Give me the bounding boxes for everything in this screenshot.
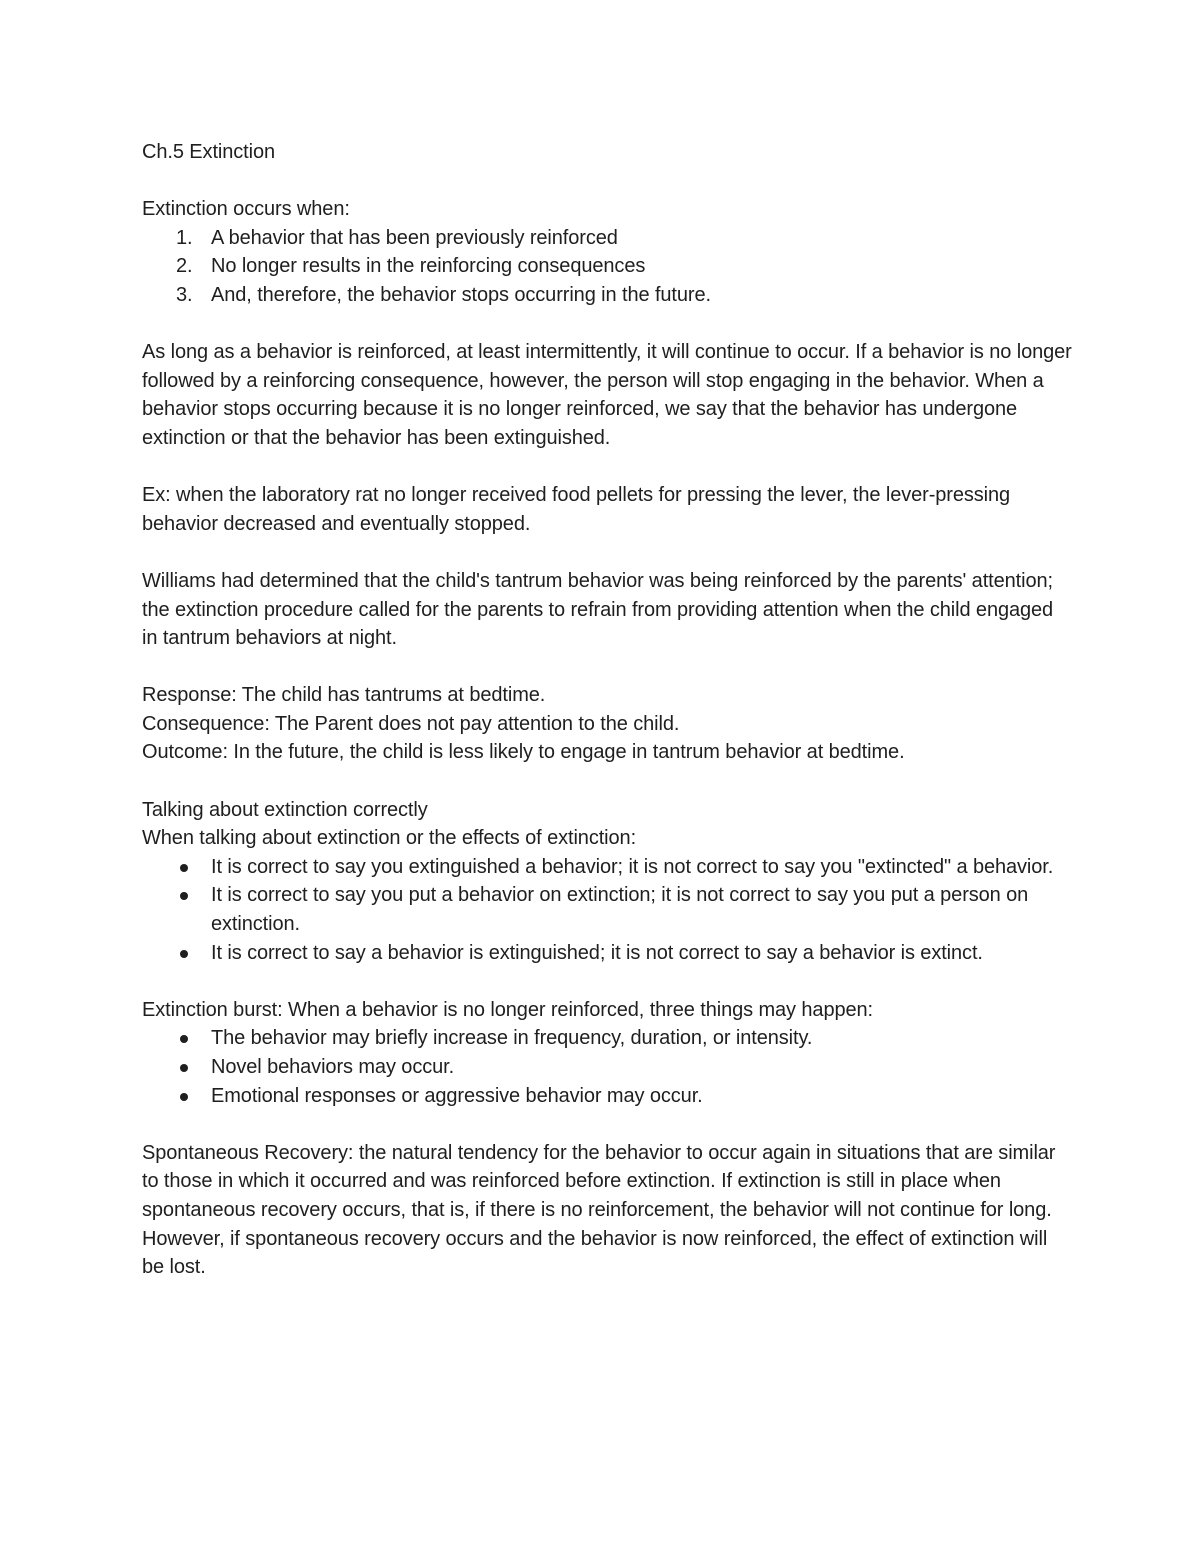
talking-subheading: When talking about extinction or the effects of extinction:: [142, 827, 637, 850]
list-number: 3.: [176, 283, 193, 306]
paragraph-spontaneous-recovery: Spontaneous Recovery: the natural tendency for the behavior to occur again in situations that are similar to those in which it occurred and was reinforced before extinction. If extinction is still in place when spontaneous recovery occurs, that is, if there is no reinforcement, the behavior will not continue for long. However, if spontaneous recovery occurs and the behavior is now reinforced, the effect of extinction will be lost.: [142, 1141, 1056, 1279]
list-item-text: Novel behaviors may occur.: [211, 1056, 455, 1078]
paragraph-williams: Williams had determined that the child's tantrum behavior was being reinforced by the parents' attention; the extinction procedure called for the parents to refrain from providing attention when the child engaged in tantrum behaviors at night.: [142, 569, 1054, 650]
list-number: 1.: [176, 226, 193, 249]
list-item: [142, 224, 1072, 253]
list-item-text: It is correct to say a behavior is extinguished; it is not correct to say a behavior is extinct.: [211, 941, 983, 964]
list-item-text: Emotional responses or aggressive behavior may occur.: [211, 1084, 703, 1107]
paragraph-reinforced: As long as a behavior is reinforced, at least intermittently, it will continue to occur. If a behavior is no longer followed by a reinforcing consequence, however, the person will stop engaging in the behavior. When a behavior stops occurring because it is no longer reinforced, we say that the behavior has undergone extinction or that the behavior has been extinguished.: [142, 341, 1072, 449]
spacer: [142, 310, 1072, 339]
spacer: [142, 167, 1072, 196]
response-line: Response: The child has tantrums at bedtime.: [142, 684, 546, 707]
bullet-icon: [180, 1035, 188, 1043]
list-item: [142, 1053, 1072, 1082]
list-number: 2.: [176, 255, 193, 278]
bullet-icon: [180, 1064, 188, 1072]
list-item-text: It is correct to say you put a behavior on extinction; it is not correct to say you put a person on extinction.: [211, 884, 1029, 936]
paragraph-example: Ex: when the laboratory rat no longer received food pellets for pressing the lever, the lever-pressing behavior decreased and eventually stopped.: [142, 484, 1011, 535]
list-item: [142, 853, 1072, 882]
list-item: [142, 1024, 1072, 1053]
talking-bullet-list: [142, 853, 1072, 967]
talking-heading: Talking about extinction correctly: [142, 798, 428, 821]
spacer: [142, 967, 1072, 996]
list-item-text: It is correct to say you extinguished a behavior; it is not correct to say you "extincted" a behavior.: [211, 855, 1054, 878]
list-item: [142, 939, 1072, 968]
consequence-line: Consequence: The Parent does not pay attention to the child.: [142, 712, 680, 735]
list-item-text: And, therefore, the behavior stops occurring in the future.: [211, 283, 711, 306]
intro-heading: Extinction occurs when:: [142, 198, 350, 221]
burst-bullet-list: [142, 1024, 1072, 1110]
list-item: [142, 281, 1072, 310]
list-item-text: No longer results in the reinforcing consequences: [211, 255, 646, 278]
list-item-text: A behavior that has been previously reinforced: [211, 226, 618, 249]
bullet-icon: [180, 950, 188, 958]
spacer: [142, 538, 1072, 567]
list-item: [142, 881, 1072, 938]
spacer: [142, 1110, 1072, 1139]
list-item: [142, 252, 1072, 281]
bullet-icon: [180, 892, 188, 900]
spacer: [142, 767, 1072, 796]
intro-numbered-list: [142, 224, 1072, 310]
burst-heading: Extinction burst: When a behavior is no longer reinforced, three things may happen:: [142, 998, 874, 1021]
outcome-line: Outcome: In the future, the child is less likely to engage in tantrum behavior at bedtime.: [142, 741, 905, 764]
spacer: [142, 653, 1072, 682]
bullet-icon: [180, 864, 188, 872]
page-title: Ch.5 Extinction: [142, 141, 276, 163]
spacer: [142, 453, 1072, 482]
list-item-text: The behavior may briefly increase in frequency, duration, or intensity.: [211, 1027, 813, 1050]
list-item: [142, 1082, 1072, 1111]
document-page: [142, 138, 1072, 1282]
bullet-icon: [180, 1093, 188, 1101]
